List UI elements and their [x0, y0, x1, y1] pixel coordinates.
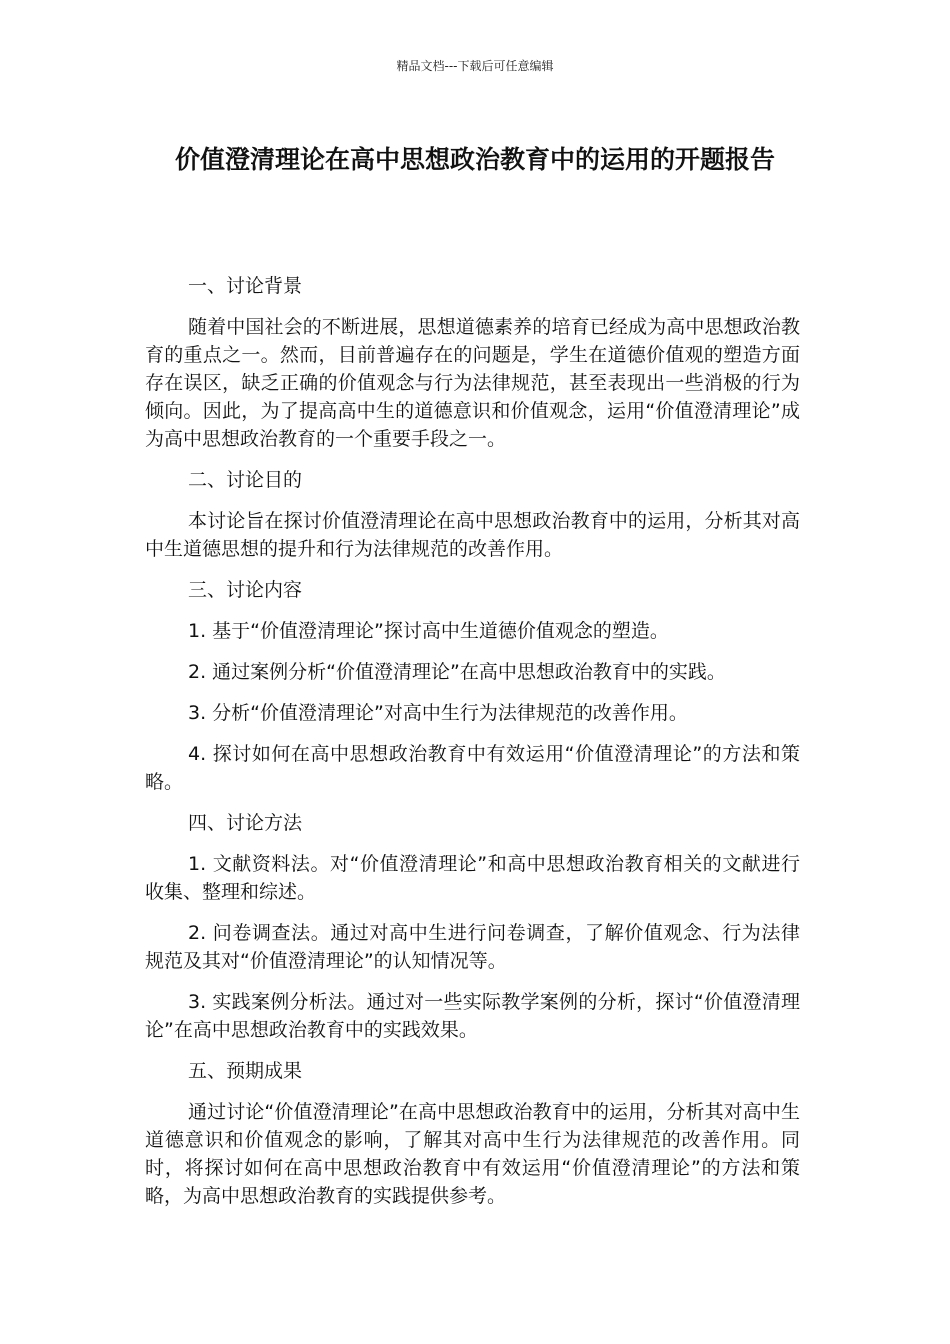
list-item: 1. 基于“价值澄清理论”探讨高中生道德价值观念的塑造。 [188, 620, 669, 642]
paragraph: 随着中国社会的不断进展，思想道德素养的培育已经成为高中思想政治教育的重点之一。然而，目前普遍存在的问题是，学生在道德价值观的塑造方面存在误区，缺乏正确的价值观念与行为法律规范，甚至表现出一些消极的行为倾向。因此，为了提高高中生的道德意识和价值观念，运用“价值澄清理论”成为高中思想政治教育的一个重要手段之一。 [145, 316, 800, 450]
list-item: 4. 探讨如何在高中思想政治教育中有效运用“价值澄清理论”的方法和策略。 [145, 743, 800, 793]
section-heading: 一、讨论背景 [188, 275, 303, 297]
document-title: 价值澄清理论在高中思想政治教育中的运用的开题报告 [174, 145, 775, 174]
section-heading: 五、预期成果 [188, 1060, 303, 1082]
list-item: 2. 通过案例分析“价值澄清理论”在高中思想政治教育中的实践。 [188, 661, 726, 683]
section-heading: 四、讨论方法 [188, 812, 303, 834]
list-item: 3. 分析“价值澄清理论”对高中生行为法律规范的改善作用。 [188, 702, 688, 724]
paragraph: 本讨论旨在探讨价值澄清理论在高中思想政治教育中的运用，分析其对高中生道德思想的提升和行为法律规范的改善作用。 [145, 510, 800, 560]
section-heading: 二、讨论目的 [188, 469, 303, 491]
list-item: 2. 问卷调查法。通过对高中生进行问卷调查，了解价值观念、行为法律规范及其对“价值澄清理论”的认知情况等。 [145, 922, 800, 972]
page-header: 精品文档---下载后可任意编辑 [396, 59, 554, 73]
list-item: 3. 实践案例分析法。通过对一些实际教学案例的分析，探讨“价值澄清理论”在高中思想政治教育中的实践效果。 [145, 991, 800, 1041]
document-body [145, 272, 800, 1223]
list-item: 1. 文献资料法。对“价值澄清理论”和高中思想政治教育相关的文献进行收集、整理和综述。 [145, 853, 800, 903]
paragraph: 通过讨论“价值澄清理论”在高中思想政治教育中的运用，分析其对高中生道德意识和价值观念的影响，了解其对高中生行为法律规范的改善作用。同时，将探讨如何在高中思想政治教育中有效运用“价值澄清理论”的方法和策略，为高中思想政治教育的实践提供参考。 [145, 1101, 800, 1207]
section-heading: 三、讨论内容 [188, 579, 303, 601]
